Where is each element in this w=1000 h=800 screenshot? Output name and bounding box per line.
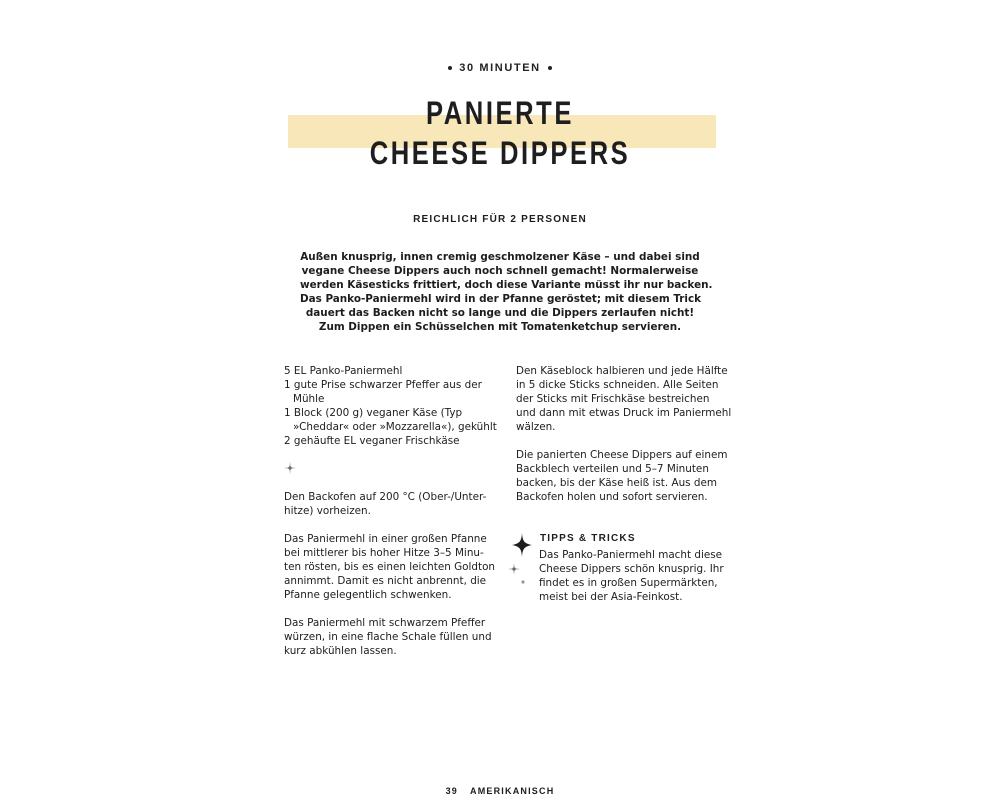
step-bake (516, 448, 726, 504)
page-number: 39 (445, 786, 458, 796)
step-line: Pfanne gelegentlich schwenken. (284, 589, 452, 601)
star-icon (512, 533, 532, 557)
bullet-dot-icon (448, 66, 452, 70)
step-line: hitze) vorheizen. (284, 505, 371, 517)
tips-line: Cheese Dippers schön knusprig. Ihr (539, 563, 724, 575)
step-preheat (284, 490, 494, 518)
intro-line: Zum Dippen ein Schüsselchen mit Tomatenketchup servieren. (318, 321, 682, 333)
page-footer (0, 786, 1000, 796)
step-line: Backofen holen und sofort servieren. (516, 491, 708, 503)
step-line: Den Käseblock halbieren und jede Hälfte (516, 365, 728, 377)
step-line: Die panierten Cheese Dippers auf einem (516, 449, 728, 461)
step-season (284, 616, 494, 658)
right-column (516, 364, 732, 504)
sparkle-icon (508, 563, 520, 575)
step-line: ten rösten, bis es einen leichten Goldton (284, 561, 496, 573)
step-line: in 5 dicke Sticks schneiden. Alle Seiten (516, 379, 719, 391)
step-line: würzen, in eine flache Schale füllen und (284, 631, 492, 643)
intro-line: Außen knusprig, innen cremig geschmolzener Käse – und dabei sind (300, 251, 700, 263)
tips-line: meist bei der Asia-Feinkost. (539, 591, 683, 603)
left-column (284, 364, 497, 658)
tips-line: findet es in großen Supermärkten, (539, 577, 718, 589)
step-line: bei mittlerer bis hoher Hitze 3–5 Minu- (284, 547, 484, 559)
step-cut-cheese (516, 364, 732, 434)
step-line: der Sticks mit Frischkäse bestreichen (516, 393, 710, 405)
ingredient-list (284, 364, 497, 448)
step-line: Den Backofen auf 200 °C (Ober-/Unter- (284, 491, 487, 503)
ingredient-item: 2 gehäufte EL veganer Frischkäse (284, 435, 460, 447)
ingredient-item: 1 gute Prise schwarzer Pfeffer aus der (284, 379, 482, 391)
step-line: kurz abkühlen lassen. (284, 645, 397, 657)
tips-heading: TIPPS & TRICKS (540, 533, 636, 544)
step-line: Das Paniermehl mit schwarzem Pfeffer (284, 617, 486, 629)
intro-line: dauert das Backen nicht so lange und die Dippers zerlaufen nicht! (305, 307, 695, 319)
recipe-title-line-1: PANIERTE (425, 95, 575, 131)
cooking-time (0, 62, 1000, 74)
step-line: Das Paniermehl in einer großen Pfanne (284, 533, 487, 545)
intro-line: Das Panko-Paniermehl wird in der Pfanne geröstet; mit diesem Trick (300, 293, 702, 305)
tips-line: Das Panko-Paniermehl macht diese (539, 549, 723, 561)
intro-paragraph (300, 250, 713, 334)
cooking-time-label: 30 MINUTEN (459, 62, 541, 74)
step-line: annimmt. Damit es nicht anbrennt, die (284, 575, 487, 587)
sparkle-icon (520, 579, 526, 585)
recipe-title-line-2: CHEESE DIPPERS (369, 135, 631, 171)
bullet-dot-icon (548, 66, 552, 70)
ingredient-item-continued: Mühle (293, 393, 325, 405)
ingredient-item: 5 EL Panko-Paniermehl (284, 365, 403, 377)
step-roast-breadcrumbs (284, 532, 494, 602)
step-line: backen, bis der Käse heiß ist. Aus dem (516, 477, 717, 489)
intro-line: werden Käsesticks frittiert, doch diese Variante müsst ihr nur backen. (300, 279, 713, 291)
section-name: AMERIKANISCH (470, 786, 555, 796)
intro-line: vegane Cheese Dippers auch noch schnell gemacht! Normalerweise (301, 265, 699, 277)
ingredient-item: 1 Block (200 g) veganer Käse (Typ (284, 407, 463, 419)
servings-label: REICHLICH FÜR 2 PERSONEN (413, 214, 587, 225)
step-line: wälzen. (516, 421, 556, 433)
step-line: und dann mit etwas Druck im Paniermehl (516, 407, 732, 419)
ingredient-item-continued: »Cheddar« oder »Mozzarella«), gekühlt (293, 421, 497, 433)
step-line: Backblech verteilen und 5–7 Minuten (516, 463, 709, 475)
tips-text (539, 548, 724, 604)
sparkle-icon (284, 462, 296, 474)
